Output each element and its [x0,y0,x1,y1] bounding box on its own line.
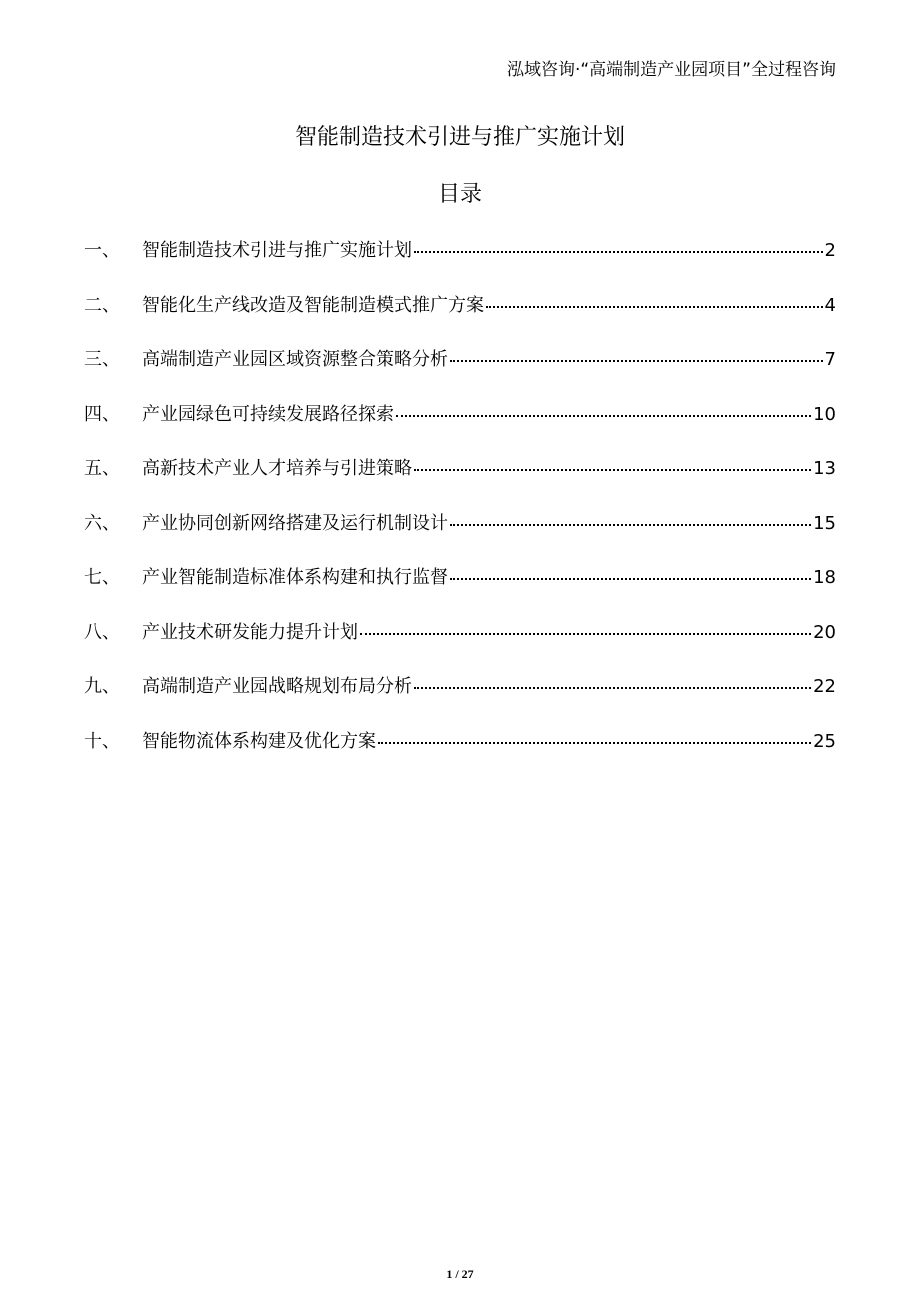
toc-heading: 目录 [437,182,482,207]
toc-entry-number: 一、 [84,240,120,261]
toc-entry[interactable] [84,291,836,346]
toc-entry[interactable] [84,672,836,727]
toc-entry-page: 15 [813,512,836,534]
toc-entry[interactable] [84,400,836,455]
toc-entry-number: 七、 [84,567,120,588]
toc-entry[interactable] [84,236,836,291]
toc-entry-title: 产业协同创新网络搭建及运行机制设计 [142,512,448,534]
toc-dot-leader [450,578,811,580]
toc-entry-number: 四、 [84,403,120,425]
toc-entry-title: 产业技术研发能力提升计划 [142,621,358,643]
toc-entry-page: 2 [824,240,836,261]
toc-entry-page: 20 [813,621,836,643]
page-header: 泓域咨询·“高端制造产业园项目”全过程咨询 [506,60,836,80]
toc-entry[interactable] [84,618,836,673]
toc-entry-page: 4 [824,294,836,316]
toc-entry[interactable] [84,509,836,564]
toc-entry-number: 二、 [84,294,120,316]
toc-entry-number: 三、 [84,349,120,370]
toc-entry-title: 产业园绿色可持续发展路径探索 [142,403,394,425]
toc-dot-leader [378,742,811,744]
page-number-footer: 1 / 27 [446,1267,474,1281]
toc-entry-title: 高新技术产业人才培养与引进策略 [142,458,412,479]
toc-dot-leader [486,306,823,308]
toc-entry-page: 10 [813,403,836,425]
document-title: 智能制造技术引进与推广实施计划 [294,125,625,150]
toc-entry-title: 高端制造产业园战略规划布局分析 [142,676,412,697]
toc-entry-page: 22 [813,676,836,697]
toc-entry-title: 智能制造技术引进与推广实施计划 [142,240,412,261]
toc-entry[interactable] [84,345,836,400]
toc-entry-title: 产业智能制造标准体系构建和执行监督 [142,567,448,588]
toc-entry-title: 智能化生产线改造及智能制造模式推广方案 [142,294,484,316]
toc-dot-leader [396,415,811,417]
toc-entry-title: 智能物流体系构建及优化方案 [142,730,376,752]
toc-dot-leader [450,524,811,526]
toc-entry[interactable] [84,727,836,782]
toc-entry-number: 十、 [84,730,120,752]
toc-dot-leader [360,633,811,635]
toc-entry-title: 高端制造产业园区域资源整合策略分析 [142,349,448,370]
table-of-contents [84,236,836,781]
toc-entry-number: 八、 [84,621,120,643]
toc-entry[interactable] [84,563,836,618]
toc-entry-page: 7 [824,349,836,370]
toc-entry-page: 25 [813,730,836,752]
toc-entry-number: 五、 [84,458,120,479]
toc-dot-leader [414,469,811,471]
toc-dot-leader [450,360,823,362]
toc-entry-number: 六、 [84,512,120,534]
toc-dot-leader [414,687,811,689]
toc-entry[interactable] [84,454,836,509]
toc-dot-leader [414,251,823,253]
toc-entry-page: 18 [813,567,836,588]
toc-entry-number: 九、 [84,676,120,697]
toc-entry-page: 13 [813,458,836,479]
